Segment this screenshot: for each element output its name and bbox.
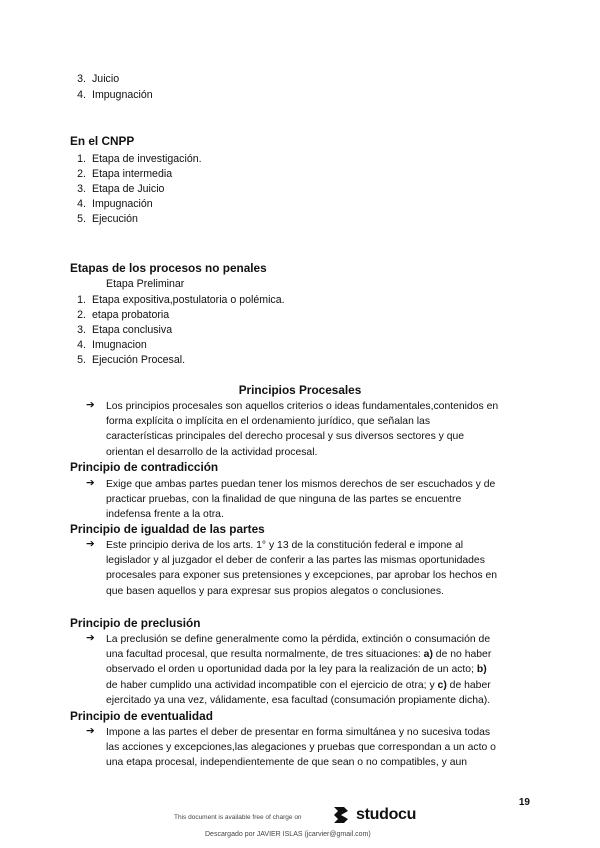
paragraph-igualdad: Este principio deriva de los arts. 1° y 13 de la constitución federal e impone al legislador y al juzgador el deber de conferir a las partes las mismas oportunidades procesales para exponer sus pretensiones y excepciones, par aprobar los hechos en que basen aquellos y para expresar sus propios alegatos o conclusiones. [106, 540, 498, 597]
page-number: 19 [518, 797, 530, 808]
section-heading-cnpp: En el CNPP [70, 134, 135, 148]
arrow-icon: ➔ [86, 539, 95, 550]
arrow-icon: ➔ [86, 478, 95, 489]
studocu-logo[interactable] [330, 804, 416, 826]
principios-title: Principios Procesales [238, 383, 362, 397]
heading-eventualidad: Principio de eventualidad [70, 709, 213, 723]
paragraph-eventualidad: Impone a las partes el deber de presentar en forma simultánea y no sucesiva todas las acciones y excepciones,las alegaciones y pruebas que correspondan a un acto o una etapa procesal, independientemente de que sean o no compatibles, y aun [106, 727, 496, 769]
footer-available-text: This document is available free of charge on [174, 814, 302, 821]
arrow-icon: ➔ [86, 400, 95, 411]
paragraph-preclusion: La preclusión se define generalmente como la pérdida, extinción o consumación de una facultad procesal, que resulta normalmente, de tres situaciones: a) de no haber observado el orden u oportunidad dada por la ley para la realización de un acto; b) de haber cumplido una actividad incompatible con el ejercicio de otra; y c) de haber ejercitado ya una vez, válidamente, esa facultad (consumación propiamente dicha). [106, 634, 492, 706]
section-heading-no-penales: Etapas de los procesos no penales [70, 261, 267, 275]
studocu-logo-icon [330, 804, 352, 826]
paragraph-contradiccion: Exige que ambas partes puedan tener los mismos derechos de ser escuchados y de practicar pruebas, con la finalidad de que ninguna de las partes se encuentre indefensa frente a la otra. [106, 479, 496, 521]
arrow-icon: ➔ [86, 726, 95, 737]
heading-preclusion: Principio de preclusión [70, 616, 201, 630]
heading-igualdad: Principio de igualdad de las partes [70, 522, 265, 536]
footer-downloaded-by: Descargado por JAVIER ISLAS (jcarvier@gmail.com) [205, 831, 371, 838]
heading-contradiccion: Principio de contradicción [70, 460, 219, 474]
arrow-icon: ➔ [86, 633, 95, 644]
studocu-brand: studocu [356, 806, 417, 823]
paragraph-principios: Los principios procesales son aquellos criterios o ideas fundamentales,contenidos en forma explícita o implícita en el ordenamiento jurídico, que señalan las características principales del derecho procesal y sus diversos sectores y que orientan el desarrollo de la actividad procesal. [106, 401, 499, 458]
etapa-preliminar: Etapa Preliminar [106, 278, 185, 290]
